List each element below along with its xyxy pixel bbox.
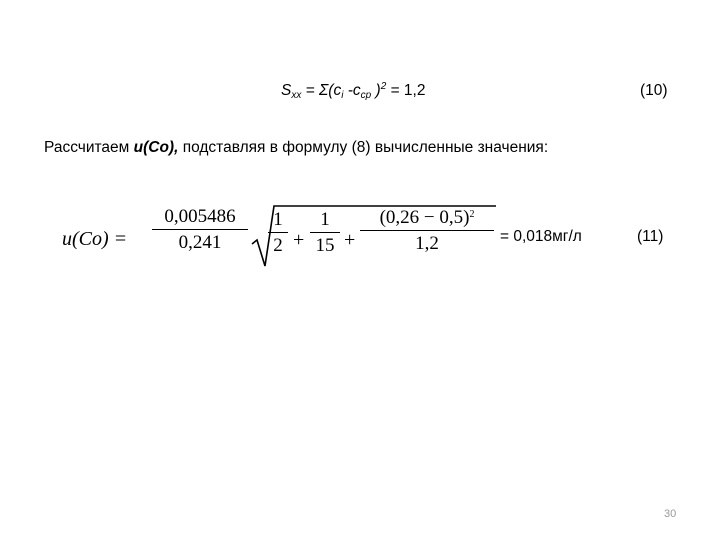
page-number: 30: [664, 508, 677, 520]
i-subscript: i: [341, 90, 344, 101]
plus-sign-1: +: [293, 229, 305, 251]
term3-denominator: 1,2: [415, 233, 439, 254]
uco-symbol: u(Co),: [133, 139, 179, 156]
intro-before: Рассчитаем: [44, 139, 134, 156]
term1-numerator: 1: [273, 209, 283, 230]
fraction-main-bar: [152, 229, 248, 230]
equation-number-10: (10): [640, 82, 668, 99]
minus-c: -c: [343, 82, 361, 99]
term3-numerator: [360, 208, 494, 227]
intro-after: подставляя в формулу (8) вычисленные значения:: [178, 139, 549, 156]
fraction-main-denominator: 0,241: [178, 232, 222, 253]
term3-numerator-text: (0,26 − 0,5): [379, 207, 470, 228]
plus-sign-2: +: [344, 229, 356, 251]
term3-bar: [360, 230, 494, 231]
formula-sxx: [281, 82, 425, 100]
square-exponent: 2: [380, 81, 387, 92]
cp-subscript: cp: [360, 90, 372, 101]
fraction-term3: [360, 208, 494, 253]
formula10-result: = 1,2: [386, 82, 426, 99]
sigma-expression: = Σ(c: [301, 82, 342, 99]
sxx-symbol: S: [281, 82, 292, 99]
close-paren: ): [371, 82, 381, 99]
term1-bar: [268, 232, 288, 233]
term2-denominator: 15: [315, 235, 335, 256]
fraction-main-numerator: 0,005486: [164, 206, 236, 227]
intro-sentence: [44, 139, 548, 157]
term2-bar: [310, 232, 340, 233]
term3-exponent: 2: [469, 209, 475, 220]
equation-number-11: (11): [637, 228, 664, 245]
formula11-lhs: u(Co) =: [62, 228, 128, 250]
sxx-subscript: xx: [291, 90, 302, 101]
fraction-term1: [268, 210, 288, 255]
formula11-result: = 0,018мг/л: [500, 228, 582, 245]
term1-denominator: 2: [273, 235, 283, 256]
fraction-term2: [310, 210, 340, 255]
term2-numerator: 1: [320, 209, 330, 230]
fraction-main: [152, 207, 248, 252]
